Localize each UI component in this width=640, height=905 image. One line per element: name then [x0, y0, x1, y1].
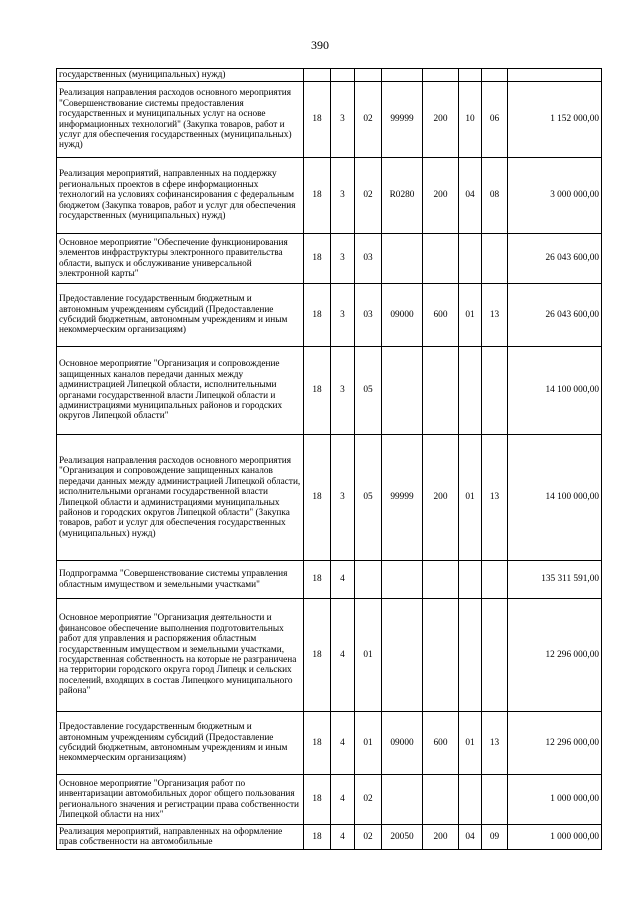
cell-subprogram: 4 [331, 712, 355, 775]
row-description: Реализация мероприятий, направленных на поддержку региональных проектов в сфере информационных технологий на условиях софинансирования с федеральным бюджетом (Закупка товаров, работ и услуг для обеспечения государственных (муниципальных) нужд) [57, 158, 304, 234]
cell-subprogram: 3 [331, 347, 355, 435]
cell-expense-direction: 99999 [382, 435, 423, 561]
cell-expense-direction: 20050 [382, 825, 423, 850]
row-description: Основное мероприятие "Организация работ по инвентаризации автомобильных дорог общего пользования регионального значения и регистрации права собственности Липецкой области на них" [57, 775, 304, 825]
cell-section [459, 775, 482, 825]
row-description: Реализация направления расходов основного мероприятия "Совершенствование системы предоставления государственных и муниципальных услуг на основе информационных технологий" (Закупка товаров, работ и услуг для обеспечения государственных (муниципальных) нужд) [57, 82, 304, 158]
cell-section [459, 347, 482, 435]
table-row [57, 712, 602, 775]
cell-expense-type: 200 [423, 435, 459, 561]
row-description: Реализация направления расходов основного мероприятия "Организация и сопровождение защищенных каналов передачи данных между администрацией Липецкой области, исполнительными органами государственной власти Липецкой области и администрациями муниципальных районов и городских округов Липецкой области" (Закупка товаров, работ и услуг для обеспечения государственных (муниципальных) нужд) [57, 435, 304, 561]
cell-expense-type: 600 [423, 712, 459, 775]
cell-expense-direction: 09000 [382, 712, 423, 775]
cell-main-activity [355, 69, 382, 82]
cell-amount [508, 69, 602, 82]
cell-subsection [482, 775, 508, 825]
cell-main-activity: 05 [355, 435, 382, 561]
table-row [57, 82, 602, 158]
cell-grbs: 18 [304, 234, 331, 284]
cell-grbs: 18 [304, 347, 331, 435]
cell-amount: 135 311 591,00 [508, 561, 602, 599]
cell-expense-type: 200 [423, 158, 459, 234]
cell-section: 01 [459, 712, 482, 775]
cell-amount: 14 100 000,00 [508, 435, 602, 561]
cell-expense-direction [382, 69, 423, 82]
cell-expense-direction [382, 599, 423, 712]
cell-subprogram: 3 [331, 82, 355, 158]
page-number: 390 [311, 38, 329, 52]
cell-expense-type [423, 561, 459, 599]
table-row [57, 347, 602, 435]
cell-main-activity: 02 [355, 825, 382, 850]
cell-subsection: 13 [482, 284, 508, 347]
cell-expense-type [423, 234, 459, 284]
table-row [57, 234, 602, 284]
cell-main-activity: 02 [355, 82, 382, 158]
cell-grbs [304, 69, 331, 82]
cell-main-activity: 01 [355, 599, 382, 712]
cell-section: 04 [459, 825, 482, 850]
row-description: Подпрограмма "Совершенствование системы управления областным имуществом и земельными участками" [57, 561, 304, 599]
cell-expense-type: 200 [423, 825, 459, 850]
table-row [57, 158, 602, 234]
cell-subsection: 13 [482, 712, 508, 775]
cell-subprogram [331, 69, 355, 82]
cell-subsection [482, 561, 508, 599]
cell-subprogram: 4 [331, 825, 355, 850]
cell-subsection [482, 234, 508, 284]
cell-section [459, 234, 482, 284]
cell-subprogram: 3 [331, 284, 355, 347]
cell-expense-direction: 09000 [382, 284, 423, 347]
cell-expense-direction: 99999 [382, 82, 423, 158]
row-description: Реализация мероприятий, направленных на оформление прав собственности на автомобильные [57, 825, 304, 850]
table-row [57, 599, 602, 712]
cell-subprogram: 3 [331, 158, 355, 234]
cell-expense-type: 200 [423, 82, 459, 158]
table-row [57, 825, 602, 850]
table-row [57, 284, 602, 347]
cell-subprogram: 3 [331, 435, 355, 561]
cell-grbs: 18 [304, 775, 331, 825]
cell-grbs: 18 [304, 561, 331, 599]
cell-grbs: 18 [304, 284, 331, 347]
cell-grbs: 18 [304, 825, 331, 850]
cell-subsection: 06 [482, 82, 508, 158]
cell-grbs: 18 [304, 599, 331, 712]
cell-main-activity: 03 [355, 234, 382, 284]
row-description: Основное мероприятие "Организация деятельности и финансовое обеспечение выполнения подготовительных работ для управления и распоряжения областным государственным имуществом и земельными участками, государственная собственность на которые не разграничена на территории городского округа город Липецк и сельских поселений, входящих в состав Липецкого муниципального района" [57, 599, 304, 712]
cell-main-activity: 02 [355, 158, 382, 234]
cell-expense-type [423, 69, 459, 82]
cell-expense-direction [382, 561, 423, 599]
cell-amount: 26 043 600,00 [508, 234, 602, 284]
cell-main-activity [355, 561, 382, 599]
budget-table [56, 68, 602, 850]
cell-grbs: 18 [304, 82, 331, 158]
cell-subsection: 09 [482, 825, 508, 850]
cell-subprogram: 4 [331, 775, 355, 825]
cell-amount: 12 296 000,00 [508, 599, 602, 712]
table-row [57, 775, 602, 825]
cell-main-activity: 05 [355, 347, 382, 435]
cell-amount: 1 152 000,00 [508, 82, 602, 158]
cell-expense-direction [382, 234, 423, 284]
cell-subprogram: 4 [331, 561, 355, 599]
row-description: Предоставление государственным бюджетным и автономным учреждениям субсидий (Предоставление субсидий бюджетным, автономным учреждениям и иным некоммерческим организациям) [57, 712, 304, 775]
table-row [57, 69, 602, 82]
cell-subsection [482, 599, 508, 712]
cell-section [459, 561, 482, 599]
row-description: Основное мероприятие "Организация и сопровождение защищенных каналов передачи данных между администрацией Липецкой области, исполнительными органами государственной власти Липецкой области и администрациями муниципальных районов и городских округов Липецкой области" [57, 347, 304, 435]
cell-section: 10 [459, 82, 482, 158]
cell-subprogram: 3 [331, 234, 355, 284]
cell-expense-direction: R0280 [382, 158, 423, 234]
cell-expense-direction [382, 775, 423, 825]
cell-grbs: 18 [304, 435, 331, 561]
cell-expense-type: 600 [423, 284, 459, 347]
cell-grbs: 18 [304, 712, 331, 775]
cell-expense-type [423, 599, 459, 712]
cell-section: 01 [459, 284, 482, 347]
row-description: Основное мероприятие "Обеспечение функционирования элементов инфраструктуры электронного правительства области, выпуск и обслуживание универсальной электронной карты" [57, 234, 304, 284]
cell-section: 01 [459, 435, 482, 561]
cell-expense-type [423, 347, 459, 435]
row-description: государственных (муниципальных) нужд) [57, 69, 304, 82]
cell-subsection [482, 347, 508, 435]
cell-section [459, 69, 482, 82]
cell-section: 04 [459, 158, 482, 234]
cell-amount: 3 000 000,00 [508, 158, 602, 234]
cell-amount: 1 000 000,00 [508, 775, 602, 825]
cell-main-activity: 03 [355, 284, 382, 347]
cell-amount: 14 100 000,00 [508, 347, 602, 435]
cell-amount: 1 000 000,00 [508, 825, 602, 850]
cell-main-activity: 02 [355, 775, 382, 825]
table-row [57, 561, 602, 599]
cell-amount: 26 043 600,00 [508, 284, 602, 347]
cell-expense-direction [382, 347, 423, 435]
cell-expense-type [423, 775, 459, 825]
cell-subsection: 13 [482, 435, 508, 561]
cell-subprogram: 4 [331, 599, 355, 712]
cell-main-activity: 01 [355, 712, 382, 775]
cell-section [459, 599, 482, 712]
cell-subsection: 08 [482, 158, 508, 234]
cell-grbs: 18 [304, 158, 331, 234]
cell-subsection [482, 69, 508, 82]
row-description: Предоставление государственным бюджетным и автономным учреждениям субсидий (Предоставление субсидий бюджетным, автономным учреждениям и иным некоммерческим организациям) [57, 284, 304, 347]
cell-amount: 12 296 000,00 [508, 712, 602, 775]
table-row [57, 435, 602, 561]
